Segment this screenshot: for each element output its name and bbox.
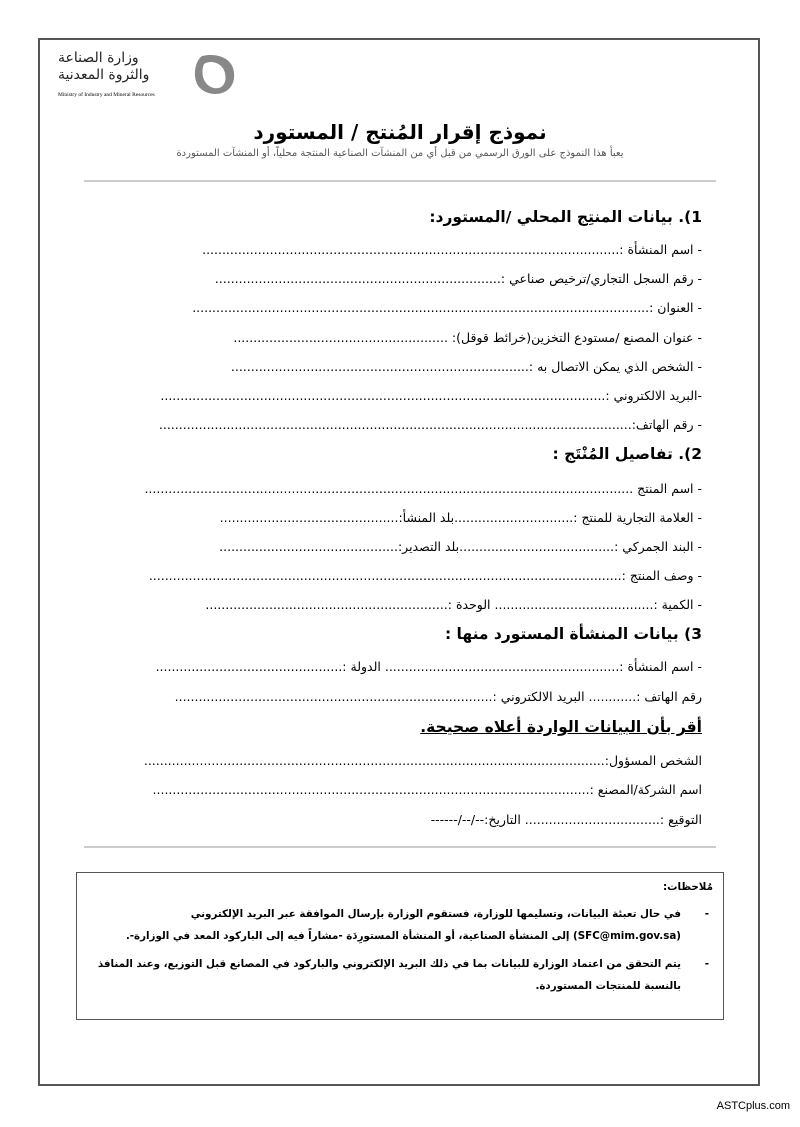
footer-watermark: ASTCplus.com bbox=[716, 1100, 790, 1112]
declaration-heading: أقر بأن البيانات الواردة أعلاه صحيحة. bbox=[420, 718, 702, 736]
field-product-description[interactable]: - وصف المنتج :....................................................................................................................... bbox=[148, 568, 702, 583]
field-commercial-register[interactable]: - رقم السجل التجاري/ترخيص صناعي :........................................................................ bbox=[214, 271, 702, 286]
section2-heading: 2). تفاصيل المُنْتَج : bbox=[552, 445, 702, 463]
section3-heading: 3) بيانات المنشأة المستورد منها : bbox=[444, 625, 702, 643]
field-responsible-person[interactable]: الشخص المسؤول:.................................................................................................................... bbox=[143, 753, 702, 768]
field-company-name[interactable]: اسم الشركة/المصنع :.............................................................................................................. bbox=[152, 782, 702, 797]
field-exporter-phone-email[interactable]: رقم الهاتف :............ البريد الالكتروني :................................................................................ bbox=[174, 689, 702, 704]
field-signature-date[interactable]: التوقيع :.................................. التاريخ:--/--/------ bbox=[430, 812, 702, 827]
ministry-name-ar-2: والثروة المعدنية bbox=[58, 67, 150, 83]
divider bbox=[84, 180, 716, 182]
ministry-name-ar-1: وزارة الصناعة bbox=[58, 50, 139, 66]
note-item: - يتم التحقق من اعتماد الوزارة للبيانات بما في ذلك البريد الإلكتروني والباركود في المصانع قبل التوزيع، وعند المنافذ بالنسبة للمنتجات المستوردة. bbox=[97, 958, 709, 992]
field-email[interactable]: -البريد الالكتروني :................................................................................................................ bbox=[160, 388, 702, 403]
field-hs-code-export[interactable]: - البند الجمركي :.......................................بلد التصدير:............................................. bbox=[219, 539, 702, 554]
ministry-emblem-icon bbox=[190, 52, 240, 100]
field-facility-name[interactable]: - اسم المنشأة :......................................................................................................... bbox=[202, 242, 702, 257]
section1-heading: 1). بيانات المنتِج المحلي /المستورد: bbox=[429, 208, 702, 226]
page-subtitle: يعبأ هذا النموذج على الورق الرسمي من قبل أي من المنشآت الصناعية المنتجة محلياً، أو المنشآت المستوردة bbox=[176, 148, 624, 159]
ministry-name-en: Ministry of Industry and Mineral Resources bbox=[58, 92, 155, 98]
notes-title: مُلاحظات: bbox=[663, 881, 713, 893]
note-item: - في حال تعبئة البيانات، وتسليمها للوزارة، فستقوم الوزارة بإرسال الموافقة عبر البريد الإلكتروني (SFC@mim.gov.sa) إلى المنشأة الصناعية، أو المنشأة المستورِدَة -مشاراً فيه إلى الباركود المعد في الوزارة-. bbox=[125, 908, 709, 942]
page-title: نموذج إقرار المُنتج / المستورد bbox=[253, 120, 547, 144]
field-contact-person[interactable]: - الشخص الذي يمكن الاتصال به :........................................................................... bbox=[230, 359, 702, 374]
field-factory-address[interactable]: - عنوان المصنع /مستودع التخزين(خرائط قوقل): ...................................................... bbox=[233, 330, 702, 345]
field-address[interactable]: - العنوان :................................................................................................................... bbox=[192, 300, 702, 315]
field-exporter-name-country[interactable]: - اسم المنشأة :........................................................... الدولة :............................................... bbox=[155, 659, 702, 674]
divider bbox=[84, 846, 716, 848]
ministry-logo bbox=[58, 50, 228, 100]
field-quantity-unit[interactable]: - الكمية :........................................ الوحدة :............................................................. bbox=[205, 597, 702, 612]
field-product-name[interactable]: - اسم المنتج ........................................................................................................................... bbox=[144, 481, 702, 496]
field-trademark-origin[interactable]: - العلامة التجارية للمنتج :..............................بلد المنشأ:............................................. bbox=[219, 510, 702, 525]
field-phone[interactable]: - رقم الهاتف:....................................................................................................................... bbox=[158, 417, 702, 432]
notes-box bbox=[76, 872, 724, 1020]
